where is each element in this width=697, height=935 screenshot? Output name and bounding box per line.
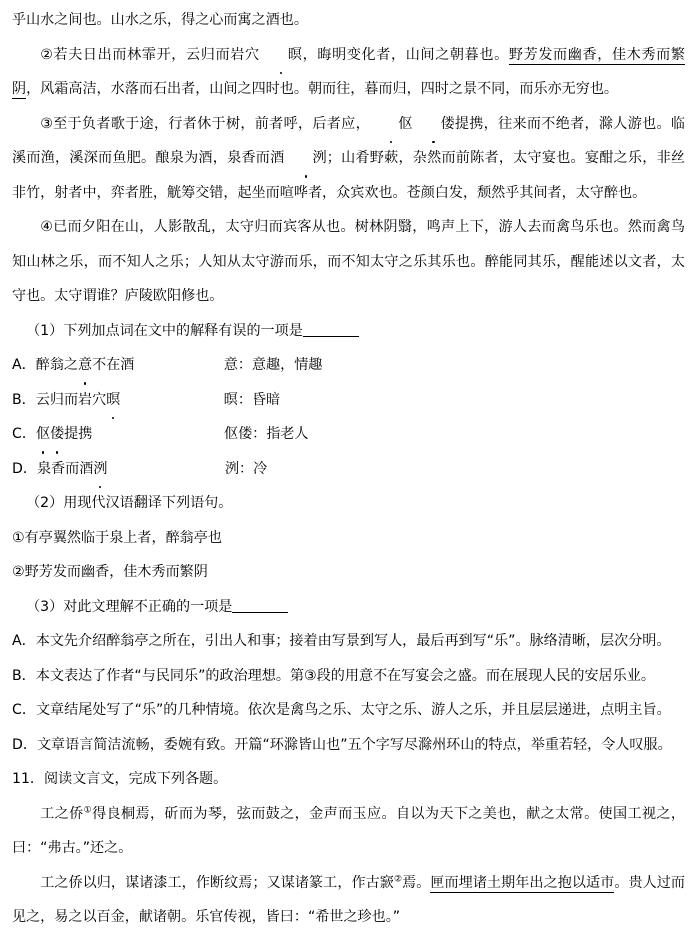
- text-run: 工之侨以归，谋诸漆工，作断纹焉；又谋诸篆工，作古窾: [40, 874, 394, 891]
- text-run: ，风霜高洁，水落而石出者，山间之四时也。朝而往，暮而归，四时之景不同，而乐亦无穷也。: [26, 81, 619, 97]
- option-gloss: 意：意趣，情趣: [223, 357, 323, 373]
- option-gloss: 洌：冷: [224, 460, 268, 477]
- option-label: A．: [12, 633, 36, 649]
- question-11-stem: [12, 762, 685, 797]
- dotted-emphasis-char: 洌: [284, 141, 326, 176]
- text-run: 不在酒: [92, 357, 135, 373]
- question-3-option-b[interactable]: [12, 659, 685, 694]
- text-run: 云归而岩穴: [35, 391, 107, 408]
- option-label: C．: [12, 426, 36, 442]
- question-1-stem: [12, 314, 685, 349]
- question-3-option-c[interactable]: [12, 693, 685, 728]
- option-gloss: 暝：昏暗: [223, 391, 281, 408]
- text-run: ③至于负者歌于途，行者休于树，前者呼，后者应，: [40, 115, 370, 132]
- dotted-emphasis-char: 洌: [93, 452, 107, 487]
- text-run: 醉翁之: [35, 357, 79, 373]
- dotted-char: 伛: [370, 107, 412, 142]
- passage-paragraph-4: [12, 210, 685, 314]
- question-1-option-d[interactable]: [12, 452, 685, 487]
- question-1-option-b[interactable]: [12, 383, 685, 418]
- question-3-block: [12, 590, 685, 763]
- dotted-emphasis-char: 暝: [260, 38, 302, 73]
- question-3-stem-text: （3）对此文理解不正确的一项是: [26, 598, 233, 615]
- passage-paragraph-2: [12, 38, 685, 107]
- text-run: ④已而夕阳在山，人影散乱，太守归而宾客从也。树林阴翳，鸣声上下，游人去而禽鸟乐也。然而禽鸟知山林之乐，而不知人之乐；人知从太守游而乐，而不知太守之乐其乐也。醉能同其乐，醒能述以文者，太守也。太守谓谁？庐陵欧阳修也。: [12, 219, 685, 304]
- question-1-option-c[interactable]: [12, 417, 685, 452]
- question-2-block: [12, 486, 685, 590]
- passage-block-1: [12, 3, 685, 314]
- question-1-block: [12, 314, 685, 487]
- text-run: ；山肴野蔌，杂然而前陈者，太守宴也。宴酣之乐，非丝非竹，射者中，弈者胜，觥筹交错，起坐而喧哗者，众宾欢也。苍颜白发，颓然乎其间者，太守醉也。: [12, 150, 686, 201]
- dotted-emphasis-char: 暝: [106, 383, 120, 418]
- question-3-stem: [12, 590, 685, 625]
- text-run: 工之侨: [40, 805, 84, 822]
- text-run: 焉。: [402, 874, 431, 891]
- option-label: A．: [12, 357, 36, 373]
- question-11-stem-text: 阅读文言文，完成下列各题。: [44, 771, 228, 787]
- dotted-char: 偻: [412, 107, 454, 142]
- passage-paragraph-3: [12, 107, 685, 211]
- option-quote: [36, 348, 224, 383]
- option-label: B．: [12, 391, 36, 408]
- underlined-sentence: 匣而埋诸土期年出之抱以适市: [430, 874, 615, 891]
- text-run: ②若夫日出而林霏开，云归而岩穴: [40, 46, 260, 63]
- text-run: 提携，往来而不绝者，滁人游也。临溪而渔，溪深而鱼肥。酿泉为酒，泉香而酒: [12, 115, 686, 166]
- text-run: 。贵人过而见之，易之以百金，献诸朝。乐官传视，皆曰：“希世之珍也。”: [12, 874, 686, 925]
- text-run: 提携: [64, 426, 93, 442]
- dotted-char: 伛: [36, 417, 50, 452]
- option-quote: [37, 452, 225, 487]
- underlined-sentence: 野芳发而幽香，佳木秀而繁阴: [12, 46, 685, 97]
- footnote-marker: ②: [393, 873, 403, 884]
- option-quote: [36, 417, 224, 452]
- question-2-item-1: ①有亭翼然临于泉上者，醉翁亭也: [12, 529, 222, 546]
- option-label: D．: [12, 460, 37, 477]
- option-gloss: 伛偻：指老人: [223, 426, 309, 442]
- footnote-marker: ①: [83, 804, 93, 815]
- option-text: 文章结尾处写了“乐”的几种情境。依次是禽鸟之乐、太守之乐、游人之乐，并且层层递进，点明主旨。: [35, 702, 671, 718]
- dotted-emphasis-word: [370, 116, 455, 132]
- option-text: 本文表达了作者“与民同乐”的政治理想。第③段的用意不在写宴会之盛。而在展现人民的安居乐业。: [35, 667, 655, 684]
- question-1-option-a[interactable]: [12, 348, 685, 383]
- question-11-block: [12, 762, 685, 935]
- question-11-passage-paragraph-1: [12, 797, 685, 866]
- question-2-stem: （2）用现代汉语翻译下列语句。: [26, 495, 233, 511]
- question-1-stem-text: （1）下列加点词在文中的解释有误的一项是: [26, 322, 303, 339]
- question-3-option-a[interactable]: [12, 624, 685, 659]
- option-label: D．: [12, 736, 37, 753]
- option-label: C．: [12, 702, 36, 718]
- option-text: 文章语言简洁流畅，委婉有致。开篇“环滁皆山也”五个字写尽滁州环山的特点，举重若轻，令人叹服。: [36, 736, 672, 753]
- text-run: 泉香而酒: [36, 460, 94, 477]
- text-run: 乎山水之间也。山水之乐，得之心而寓之酒也。: [12, 12, 308, 28]
- option-text: 本文先介绍醉翁亭之所在，引出人和事；接着由写景到写人，最后再到写“乐”。脉络清晰，层次分明。: [35, 633, 671, 649]
- passage-line-tail: [12, 3, 685, 38]
- dotted-char: 偻: [50, 417, 64, 452]
- option-quote: [36, 383, 224, 418]
- answer-blank[interactable]: [303, 336, 359, 337]
- text-run: ，晦明变化者，山间之朝暮也。: [301, 46, 509, 63]
- dotted-emphasis-char: 意: [78, 348, 92, 383]
- question-number: 11．: [12, 771, 45, 787]
- text-run: 得良桐焉，斫而为琴，弦而鼓之，金声而玉应。自以为天下之美也，献之太常。使国工视之，曰：“弗古。”还之。: [12, 805, 686, 856]
- answer-blank[interactable]: [232, 612, 288, 613]
- option-label: B．: [12, 667, 36, 684]
- question-3-option-d[interactable]: [12, 728, 685, 763]
- question-2-item-2: ②野芳发而幽香，佳木秀而繁阴: [12, 564, 208, 580]
- question-11-passage-paragraph-2: [12, 866, 685, 935]
- dotted-emphasis-word: [36, 426, 64, 442]
